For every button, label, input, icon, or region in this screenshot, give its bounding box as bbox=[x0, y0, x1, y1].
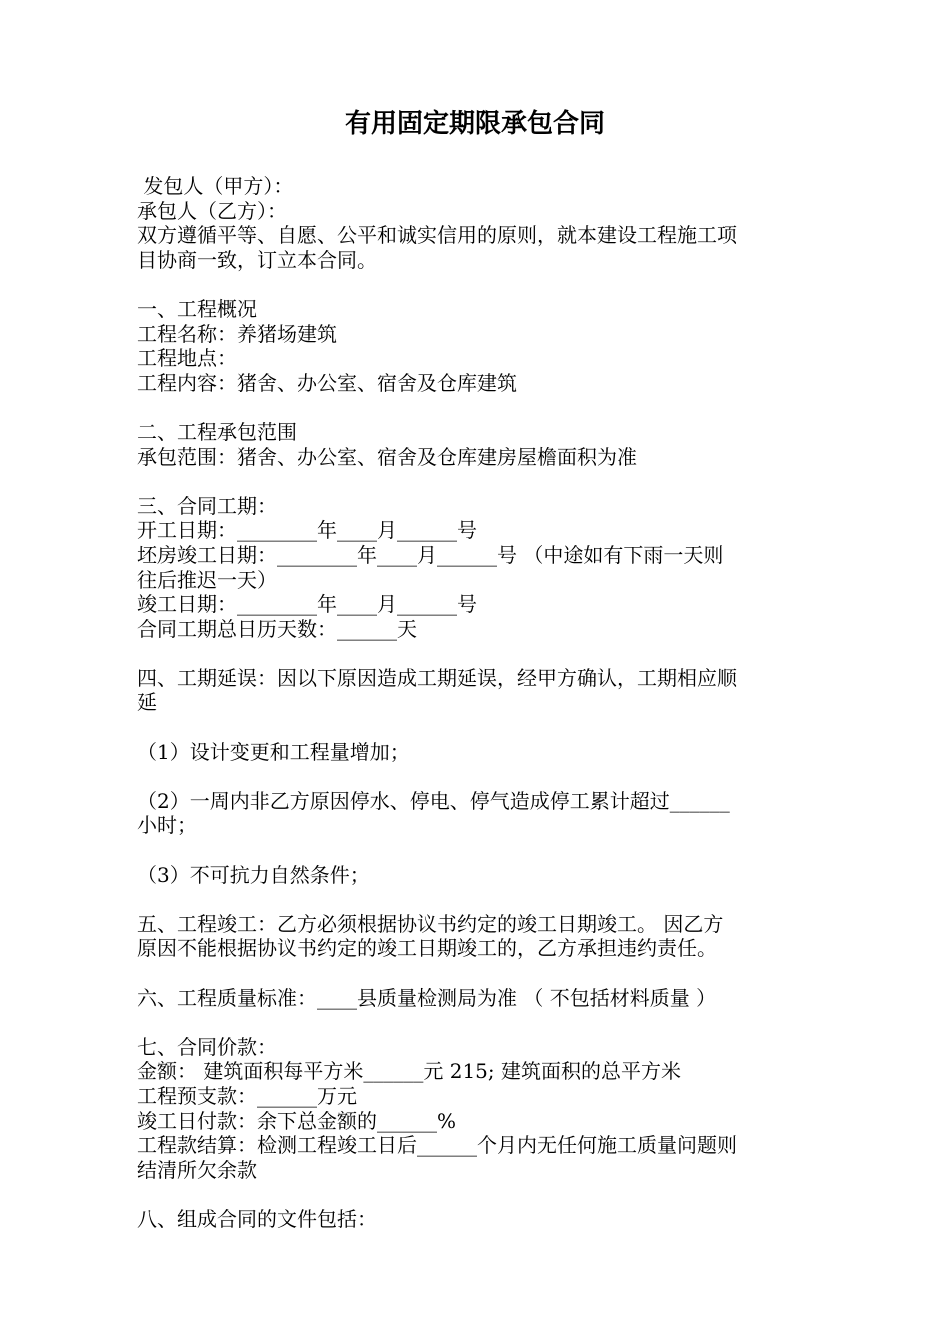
settlement-line-1: 工程款结算：检测工程竣工日后______个月内无任何施工质量问题则 bbox=[137, 1133, 737, 1158]
preamble-line-2: 目协商一致，订立本合同。 bbox=[137, 247, 377, 272]
total-days-line: 合同工期总日历天数：______天 bbox=[137, 616, 417, 641]
spacer bbox=[137, 1182, 827, 1207]
delay-item-1: （1）设计变更和工程量增加； bbox=[137, 739, 410, 764]
section-5-line-2: 原因不能根据协议书约定的竣工日期竣工的，乙方承担违约责任。 bbox=[137, 936, 717, 961]
preamble-line-1: 双方遵循平等、自愿、公平和诚实信用的原则，就本建设工程施工项 bbox=[137, 223, 737, 248]
project-content-line: 工程内容：猪舍、办公室、宿舍及仓库建筑 bbox=[137, 370, 517, 395]
settlement-line-2: 结清所欠余款 bbox=[137, 1157, 257, 1182]
delay-item-2-line-2: 小时； bbox=[137, 813, 197, 838]
spacer bbox=[137, 838, 827, 863]
section-2-heading: 二、工程承包范围 bbox=[137, 419, 297, 444]
spacer bbox=[137, 469, 827, 494]
section-3-heading: 三、合同工期： bbox=[137, 493, 277, 518]
party-b-line: 承包人（乙方）： bbox=[137, 198, 287, 223]
party-a-line: 发包人（甲方）： bbox=[137, 174, 294, 198]
project-name-line: 工程名称：养猪场建筑 bbox=[137, 321, 337, 346]
section-4-heading-line-1: 四、工期延误：因以下原因造成工期延误，经甲方确认，工期相应顺 bbox=[137, 665, 737, 690]
spacer bbox=[137, 641, 827, 666]
shell-completion-date-line-1: 坯房竣工日期：________年____月______号 （中途如有下雨一天则 bbox=[137, 542, 724, 567]
spacer bbox=[137, 715, 827, 740]
document-body bbox=[137, 174, 827, 1232]
document-title: 有用固定期限承包合同 bbox=[344, 109, 605, 139]
amount-line: 金额： 建筑面积每平方米______元 215; 建筑面积的总平方米 bbox=[137, 1059, 681, 1084]
project-location-line: 工程地点： bbox=[137, 346, 237, 371]
spacer bbox=[137, 961, 827, 986]
section-7-heading: 七、合同价款： bbox=[137, 1034, 277, 1059]
spacer bbox=[137, 395, 827, 420]
spacer bbox=[137, 272, 827, 297]
section-1-heading: 一、工程概况 bbox=[137, 296, 257, 321]
completion-payment-line: 竣工日付款：余下总金额的______% bbox=[137, 1108, 457, 1133]
delay-item-3: （3）不可抗力自然条件； bbox=[137, 862, 370, 887]
spacer bbox=[137, 764, 827, 789]
section-6-line: 六、工程质量标准：____县质量检测局为准 （ 不包括材料质量 ） bbox=[137, 985, 717, 1010]
delay-item-2-line-1: （2）一周内非乙方原因停水、停电、停气造成停工累计超过______ bbox=[137, 788, 730, 813]
start-date-line: 开工日期：________年____月______号 bbox=[137, 518, 477, 543]
advance-payment-line: 工程预支款：______万元 bbox=[137, 1083, 357, 1108]
spacer bbox=[137, 1010, 827, 1035]
section-5-line-1: 五、工程竣工：乙方必须根据协议书约定的竣工日期竣工。 因乙方 bbox=[137, 911, 724, 936]
section-4-heading-line-2: 延 bbox=[137, 690, 157, 715]
shell-completion-date-line-2: 往后推迟一天） bbox=[137, 567, 277, 592]
completion-date-line: 竣工日期：________年____月______号 bbox=[137, 592, 477, 617]
section-8-heading: 八、组成合同的文件包括： bbox=[137, 1206, 377, 1231]
scope-line: 承包范围：猪舍、办公室、宿舍及仓库建房屋檐面积为准 bbox=[137, 444, 637, 469]
spacer bbox=[137, 887, 827, 912]
